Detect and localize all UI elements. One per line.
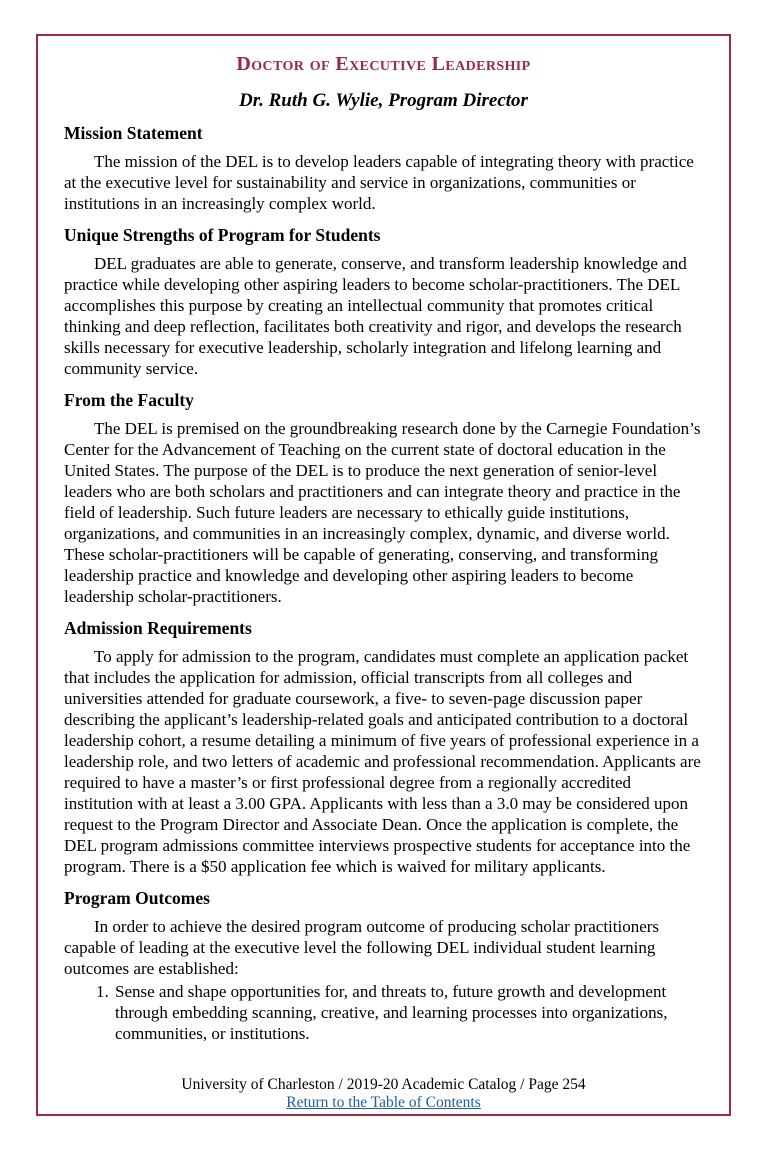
program-outcome-item: 1. Sense and shape opportunities for, and threats to, future growth and development through embedding scanning, creative, and learning processes into organizations, communities, or institutions. — [113, 981, 703, 1044]
page-title: Doctor of Executive Leadership — [236, 53, 531, 75]
section-unique-strengths — [64, 225, 703, 379]
section-program-outcomes — [64, 888, 703, 1044]
program-outcomes-heading: Program Outcomes — [64, 888, 210, 908]
mission-statement-heading: Mission Statement — [64, 123, 203, 143]
page-border-frame — [36, 34, 731, 1116]
program-outcomes-paragraph: In order to achieve the desired program outcome of producing scholar practitioners capable of leading at the executive level the following DEL individual student learning outcomes are established: — [64, 917, 660, 978]
section-admission-requirements — [64, 618, 703, 877]
section-mission-statement — [64, 123, 703, 214]
return-to-toc-link[interactable]: Return to the Table of Contents — [286, 1094, 481, 1111]
admission-requirements-heading: Admission Requirements — [64, 618, 252, 638]
mission-statement-paragraph: The mission of the DEL is to develop leaders capable of integrating theory with practice at the executive level for sustainability and service in organizations, communities or institutions in an increasingly complex world. — [64, 152, 694, 213]
admission-requirements-paragraph: To apply for admission to the program, candidates must complete an application packet that includes the application for admission, official transcripts from all colleges and universities attended for graduate coursework, a five- to seven-page discussion paper describing the applicant’s leadership-related goals and anticipated contribution to a doctoral leadership cohort, a resume detailing a minimum of five years of professional experience in a leadership role, and two letters of academic and professional recommendation. Applicants are required to have a master’s or first professional degree from a regionally accredited institution with at least a 3.00 GPA. Applicants with less than a 3.0 may be considered upon request to the Program Director and Associate Dean. Once the application is complete, the DEL program admissions committee interviews prospective students for acceptance into the program. There is a $50 application fee which is waived for military applicants. — [64, 647, 701, 876]
unique-strengths-paragraph: DEL graduates are able to generate, conserve, and transform leadership knowledge and practice while developing other aspiring leaders to become scholar-practitioners. The DEL accomplishes this purpose by creating an intellectual community that promotes critical thinking and deep reflection, facilitates both creativity and rigor, and develops the research skills necessary for executive leadership, scholarly integration and lifelong learning and community service. — [64, 254, 687, 378]
from-the-faculty-paragraph: The DEL is premised on the groundbreaking research done by the Carnegie Foundation’s Center for the Advancement of Teaching on the current state of doctoral education in the United States. The purpose of the DEL is to produce the next generation of senior-level leaders who are both scholars and practitioners and can integrate theory and practice in the field of leadership. Such future leaders are necessary to ethically guide institutions, organizations, and communities in an increasingly complex, dynamic, and diverse world. These scholar-practitioners will be capable of generating, conserving, and transforming leadership practice and knowledge and developing other aspiring leaders to become leadership scholar-practitioners. — [64, 419, 701, 606]
unique-strengths-heading: Unique Strengths of Program for Students — [64, 225, 381, 245]
program-director-subtitle: Dr. Ruth G. Wylie, Program Director — [239, 90, 528, 111]
from-the-faculty-heading: From the Faculty — [64, 390, 194, 410]
section-from-the-faculty — [64, 390, 703, 607]
page-footer — [38, 1076, 729, 1112]
catalog-page-line: University of Charleston / 2019-20 Academic Catalog / Page 254 — [181, 1076, 586, 1093]
program-outcomes-list — [64, 981, 703, 1044]
